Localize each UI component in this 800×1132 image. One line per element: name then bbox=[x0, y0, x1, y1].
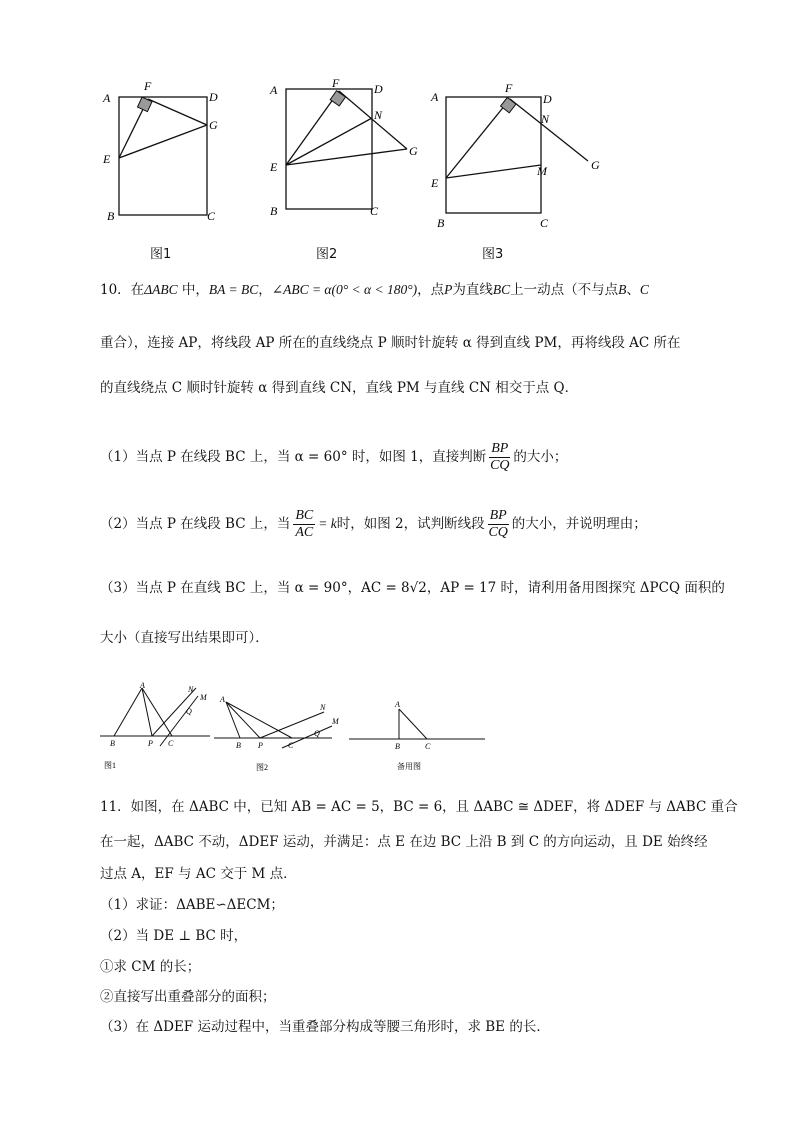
q11-line-3: 过点 A，EF 与 AC 交于 M 点． bbox=[100, 866, 297, 882]
svg-text:A: A bbox=[140, 681, 145, 690]
q11-line-2: 在一起，ΔABC 不动，ΔDEF 运动，并满足：点 E 在边 BC 上沿 B 到 C 的方向运动，且 DE 始终经 bbox=[100, 834, 708, 850]
svg-text:G: G bbox=[409, 144, 418, 158]
svg-text:Q: Q bbox=[186, 707, 192, 716]
figure-1-rectangle bbox=[95, 75, 230, 225]
svg-text:N: N bbox=[541, 112, 550, 126]
svg-text:N: N bbox=[374, 108, 383, 122]
svg-text:E: E bbox=[431, 176, 439, 190]
figure-q10-1 bbox=[98, 680, 213, 775]
svg-text:G: G bbox=[591, 158, 600, 172]
q11-part-2-ii: ②直接写出重叠部分的面积； bbox=[100, 989, 276, 1005]
figure-3-rectangle bbox=[425, 75, 610, 230]
svg-text:B: B bbox=[236, 741, 241, 750]
q10-part-3: （3）当点 P 在直线 BC 上，当 α = 90°，AC = 8√2，AP = 17 时，请利用备用图探究 ΔPCQ 面积的 bbox=[100, 580, 725, 596]
svg-text:P: P bbox=[148, 739, 153, 748]
svg-text:M: M bbox=[332, 717, 339, 726]
svg-text:B: B bbox=[395, 742, 400, 751]
svg-text:C: C bbox=[370, 204, 379, 218]
svg-text:F: F bbox=[144, 79, 152, 93]
q11-part-3: （3）在 ΔDEF 运动过程中，当重叠部分构成等腰三角形时，求 BE 的长． bbox=[100, 1019, 550, 1035]
svg-text:C: C bbox=[207, 209, 216, 223]
svg-text:F: F bbox=[332, 76, 340, 90]
svg-text:A: A bbox=[431, 90, 439, 104]
svg-text:图2: 图2 bbox=[256, 763, 268, 772]
figure-q10-2 bbox=[212, 690, 347, 775]
q10-part-1: （1）当点 P 在线段 BC 上，当 α = 60° 时，如图 1，直接判断 $\frac{BP}{CQ}$ 的大小； bbox=[100, 441, 568, 473]
svg-text:备用图: 备用图 bbox=[397, 762, 421, 771]
figure-3-caption: 图3 bbox=[482, 247, 504, 262]
svg-text:F: F bbox=[505, 81, 513, 95]
q11-part-2: （2）当 DE ⊥ BC 时， bbox=[100, 928, 248, 944]
svg-text:A: A bbox=[103, 91, 111, 105]
q10-line-2: 重合），连接 AP，将线段 AP 所在的直线绕点 P 顺时针旋转 α 得到直线 PM，再将线段 AC 所在 bbox=[100, 335, 681, 351]
svg-text:Q: Q bbox=[314, 729, 320, 738]
q10-line-1: 10．在ΔABC 中，BA = BC，∠ABC = α(0° < α < 180°)，点P为直线BC上一动点（不与点B、C bbox=[100, 282, 649, 298]
q11-part-1: （1）求证：ΔABE∽ΔECM； bbox=[100, 897, 284, 913]
figure-2-caption: 图2 bbox=[316, 247, 338, 262]
figure-1-caption: 图1 bbox=[150, 247, 172, 262]
q10-line-3: 的直线绕点 C 顺时针旋转 α 得到直线 CN，直线 PM 与直线 CN 相交于点 Q． bbox=[100, 380, 579, 396]
svg-text:M: M bbox=[200, 693, 207, 702]
svg-text:C: C bbox=[288, 741, 294, 750]
svg-text:B: B bbox=[437, 216, 445, 230]
svg-text:B: B bbox=[110, 739, 115, 748]
svg-text:B: B bbox=[107, 209, 115, 223]
svg-text:D: D bbox=[543, 92, 552, 106]
svg-text:C: C bbox=[540, 216, 549, 230]
svg-text:N: N bbox=[188, 685, 194, 694]
figure-q10-spare bbox=[345, 695, 495, 775]
svg-text:A: A bbox=[220, 695, 225, 704]
svg-text:A: A bbox=[395, 700, 400, 709]
svg-text:D: D bbox=[209, 90, 218, 104]
svg-text:M: M bbox=[537, 164, 547, 178]
svg-text:E: E bbox=[270, 160, 278, 174]
svg-text:P: P bbox=[258, 741, 263, 750]
svg-text:N: N bbox=[320, 703, 326, 712]
svg-text:C: C bbox=[168, 739, 174, 748]
figure-2-rectangle bbox=[262, 75, 432, 225]
q10-part-3-cont: 大小（直接写出结果即可）． bbox=[100, 630, 269, 646]
q11-part-2-i: ①求 CM 的长； bbox=[100, 959, 201, 975]
svg-text:E: E bbox=[103, 152, 111, 166]
q11-line-1: 11．如图，在 ΔABC 中，已知 AB = AC = 5，BC = 6，且 ΔABC ≅ ΔDEF，将 ΔDEF 与 ΔABC 重合 bbox=[100, 799, 738, 815]
svg-text:G: G bbox=[209, 118, 218, 132]
svg-text:D: D bbox=[374, 82, 383, 96]
svg-text:B: B bbox=[270, 204, 278, 218]
q10-part-2: （2）当点 P 在线段 BC 上，当 $\frac{BC}{AC}$ = k时，如图 2，试判断线段 $\frac{BP}{CQ}$ 的大小，并说明理由； bbox=[100, 508, 647, 540]
svg-text:图1: 图1 bbox=[104, 761, 116, 770]
svg-text:A: A bbox=[270, 83, 278, 97]
svg-text:C: C bbox=[425, 742, 431, 751]
